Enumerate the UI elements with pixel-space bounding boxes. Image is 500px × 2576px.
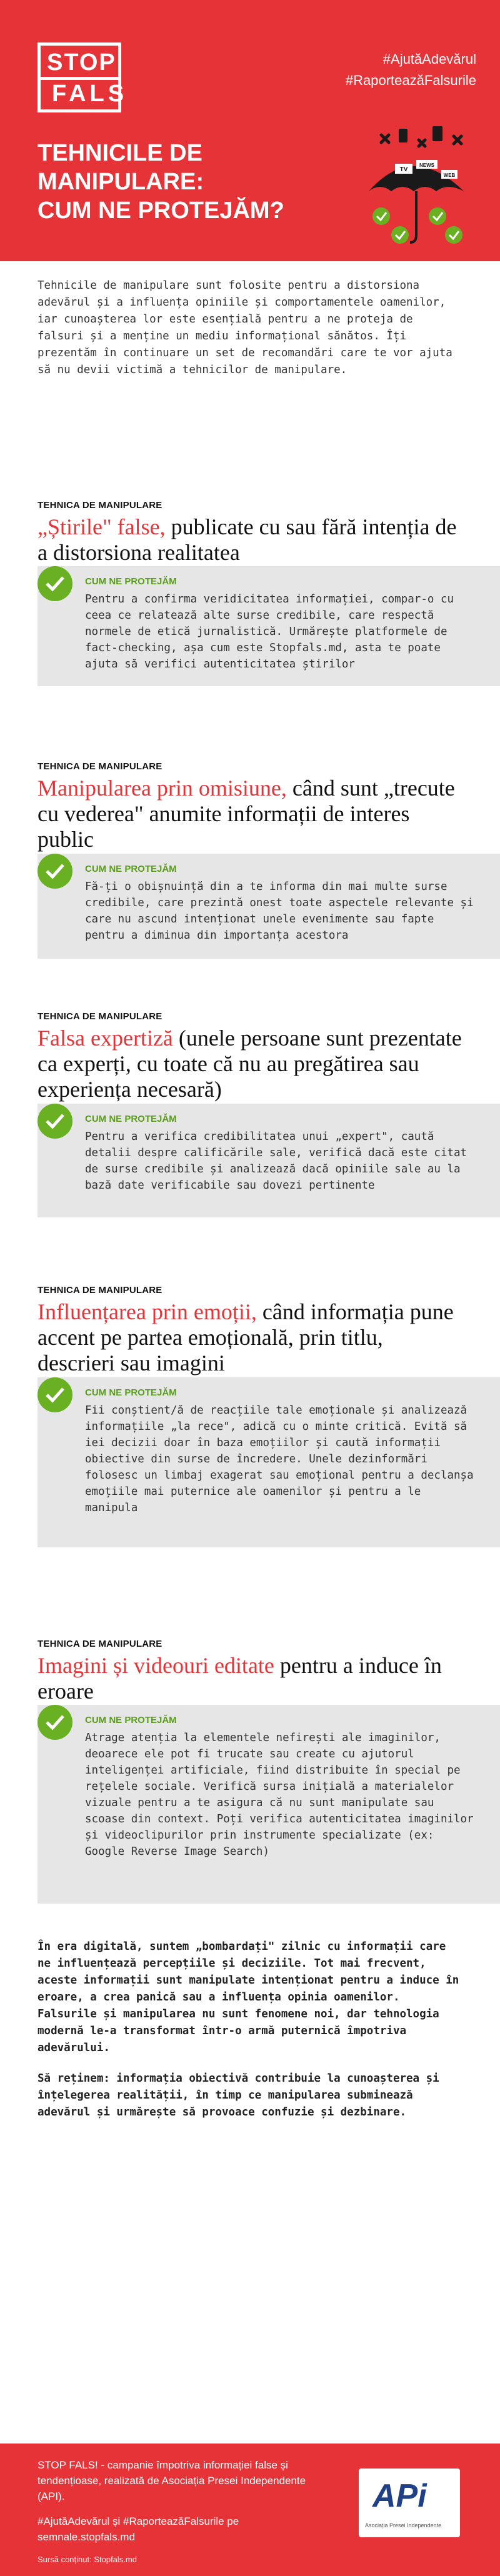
technique-title-rest: (unele persoane sunt prezentate ca experți, cu toate că nu au pregătirea sau experiența necesară) [38, 1026, 462, 1102]
advice-text: Pentru a confirma veridicitatea informației, compar-o cu ceea ce relatează alte surse credibile, care respectă normele de etică jurnalistică. Urmărește platformele de fact-checking, așa cum este Stopfals.md, asta te poate ajuta să verifici autenticitatea știrilor [85, 593, 454, 671]
page-title [38, 139, 284, 225]
technique-title-rest: când sunt „trecute cu vederea" anumite informații de interes public [38, 776, 455, 852]
advice-label: CUM NE PROTEJĂM [85, 864, 177, 874]
umbrella-label-web: WEB [443, 172, 456, 178]
advice-text: Pentru a verifica credibilitatea unui „expert", caută detalii despre calificările sale, verifică dacă este citat de surse credibile și analizează dacă opiniile sale au la bază date verificabile sau dovezi pertinente [85, 1131, 468, 1192]
conclusion-paragraph-2: Să reținem: informația obiectivă contribuie la cunoașterea și înțelegerea realității, în timp ce manipularea subminează adevărul și urmărește să provoace confuzie și dezbinare. [38, 2072, 439, 2119]
checkmark-icon [38, 1705, 72, 1740]
technique-label: TEHNICA DE MANIPULARE [38, 761, 162, 772]
conclusion [38, 1939, 462, 2135]
advice-label: CUM NE PROTEJĂM [85, 1715, 177, 1725]
logo-line1: STOP [47, 49, 116, 76]
technique-section-4 [38, 1285, 462, 1376]
hashtag-raporteaza-falsurile: #RaporteazăFalsurile [345, 72, 476, 88]
technique-section-1 [38, 500, 462, 566]
footer-hashtags-link[interactable]: #AjutăAdevărul și #RaporteazăFalsurile pe semnale.stopfals.md [38, 2515, 239, 2543]
header-hashtags [346, 49, 476, 91]
footer [0, 2444, 500, 2576]
technique-label: TEHNICA DE MANIPULARE [38, 500, 162, 511]
hashtag-ajuta-adevarul: #AjutăAdevărul [382, 51, 476, 67]
technique-title-highlight: Influențarea prin emoții, [38, 1299, 257, 1324]
logo-divider [41, 77, 118, 80]
advice-box-1 [38, 566, 500, 686]
header-banner [0, 0, 500, 261]
checkmark-icon [38, 854, 72, 889]
advice-label: CUM NE PROTEJĂM [85, 576, 177, 587]
technique-title-highlight: „Știrile" false, [38, 514, 166, 539]
technique-title [38, 1026, 462, 1102]
technique-title [38, 1653, 462, 1704]
footer-campaign-text: STOP FALS! - campanie împotriva informației false și tendențioase, realizată de Asociația Presei Independente (API). [38, 2459, 306, 2502]
technique-title-highlight: Imagini și videouri editate [38, 1653, 274, 1678]
checkmark-icon [38, 1104, 72, 1139]
checkmark-icon [38, 566, 72, 601]
technique-title [38, 514, 462, 566]
technique-section-5 [38, 1639, 462, 1704]
technique-label: TEHNICA DE MANIPULARE [38, 1639, 162, 1649]
umbrella-label-news: NEWS [419, 162, 434, 168]
advice-text: Atrage atenția la elementele nefirești ale imaginilor, deoarece ele pot fi trucate sau create cu ajutorul inteligenței artificiale, fiind distribuite în special pe rețelele sociale. Verifică sursa inițială a materialelor vizuale pentru a te asigura că nu sunt manipulate sau scoase din context. Poți verifica autenticitatea imaginilor și videoclipurilor prin instrumente specializate (ex: Google Reverse Image Search) [85, 1732, 474, 1858]
technique-section-2 [38, 761, 462, 852]
stopfals-logo[interactable] [38, 42, 128, 112]
technique-title-rest: publicate cu sau fără intenția de a distorsiona realitatea [38, 514, 457, 565]
umbrella-label-tv: TV [399, 166, 408, 173]
advice-text: Fii conștient/ă de reacțiile tale emoționale și analizează informațiile „la rece", adică cu o minte critică. Evită să iei decizii doar în baza emoțiilor și caută informații obiective din surse de încredere. Unele dezinformări folosesc un limbaj exagerat sau emoțional pentru a declanșa emoțiile mai puternice ale oamenilor și pentru a le manipula [85, 1404, 474, 1514]
api-logo-subtitle: Asociația Presei Independente [365, 2522, 442, 2529]
checkmark-icon [38, 1377, 72, 1412]
title-line3: CUM NE PROTEJĂM? [38, 197, 284, 224]
technique-title [38, 776, 462, 852]
technique-title-rest: pentru a induce în eroare [38, 1653, 442, 1704]
advice-text: Fă-ți o obișnuință din a te informa din mai multe surse credibile, care prezintă onest toate aspectele relevante și care nu ascund intenționat unele evenimente sau fapte pentru a diminua din importanța acestora [85, 881, 474, 942]
title-line1: TEHNICILE DE [38, 140, 202, 166]
advice-box-2 [38, 854, 500, 959]
advice-box-3 [38, 1104, 500, 1217]
advice-box-5 [38, 1705, 500, 1904]
technique-title-highlight: Manipularea prin omisiune, [38, 776, 287, 801]
logo-line2: FALS [52, 81, 128, 107]
api-logo[interactable] [359, 2469, 460, 2537]
technique-title-rest: când informația pune accent pe partea emoțională, prin titlu, descrieri sau imagini [38, 1299, 454, 1375]
technique-label: TEHNICA DE MANIPULARE [38, 1011, 162, 1022]
intro-text: Tehnicile de manipulare sunt folosite pentru a distorsiona adevărul și a influența opiniile și comportamentele oamenilor, iar cunoașterea lor este esențială pentru a ne proteja de falsuri și a menține un mediu informațional sănătos. Îți prezentăm în continuare un set de recomandări care te vor ajuta să nu devii victimă a tehnicilor de manipulare. [38, 279, 452, 376]
conclusion-paragraph-1: În era digitală, suntem „bombardați" zilnic cu informații care ne influențează percepțiile și deciziile. Tot mai frecvent, aceste informații sunt manipulate intenționat pentru a induce în eroare, a crea panică sau a influența opinia oamenilor. Falsurile și manipularea nu sunt fenomene noi, dar tehnologia modernă le-a transformat într-o armă puternică împotriva adevărului. [38, 1940, 459, 2054]
advice-label: CUM NE PROTEJĂM [85, 1114, 177, 1124]
technique-title [38, 1299, 462, 1376]
advice-label: CUM NE PROTEJĂM [85, 1387, 177, 1398]
umbrella-illustration-icon [300, 122, 481, 247]
footer-source: Sursă conținut: Stopfals.md [38, 2555, 137, 2564]
technique-section-3 [38, 1011, 462, 1102]
technique-title-highlight: Falsa expertiză [38, 1026, 173, 1051]
title-line2: MANIPULARE: [38, 169, 204, 195]
api-logo-text: APi [372, 2478, 427, 2514]
technique-label: TEHNICA DE MANIPULARE [38, 1285, 162, 1295]
advice-box-4 [38, 1377, 500, 1547]
